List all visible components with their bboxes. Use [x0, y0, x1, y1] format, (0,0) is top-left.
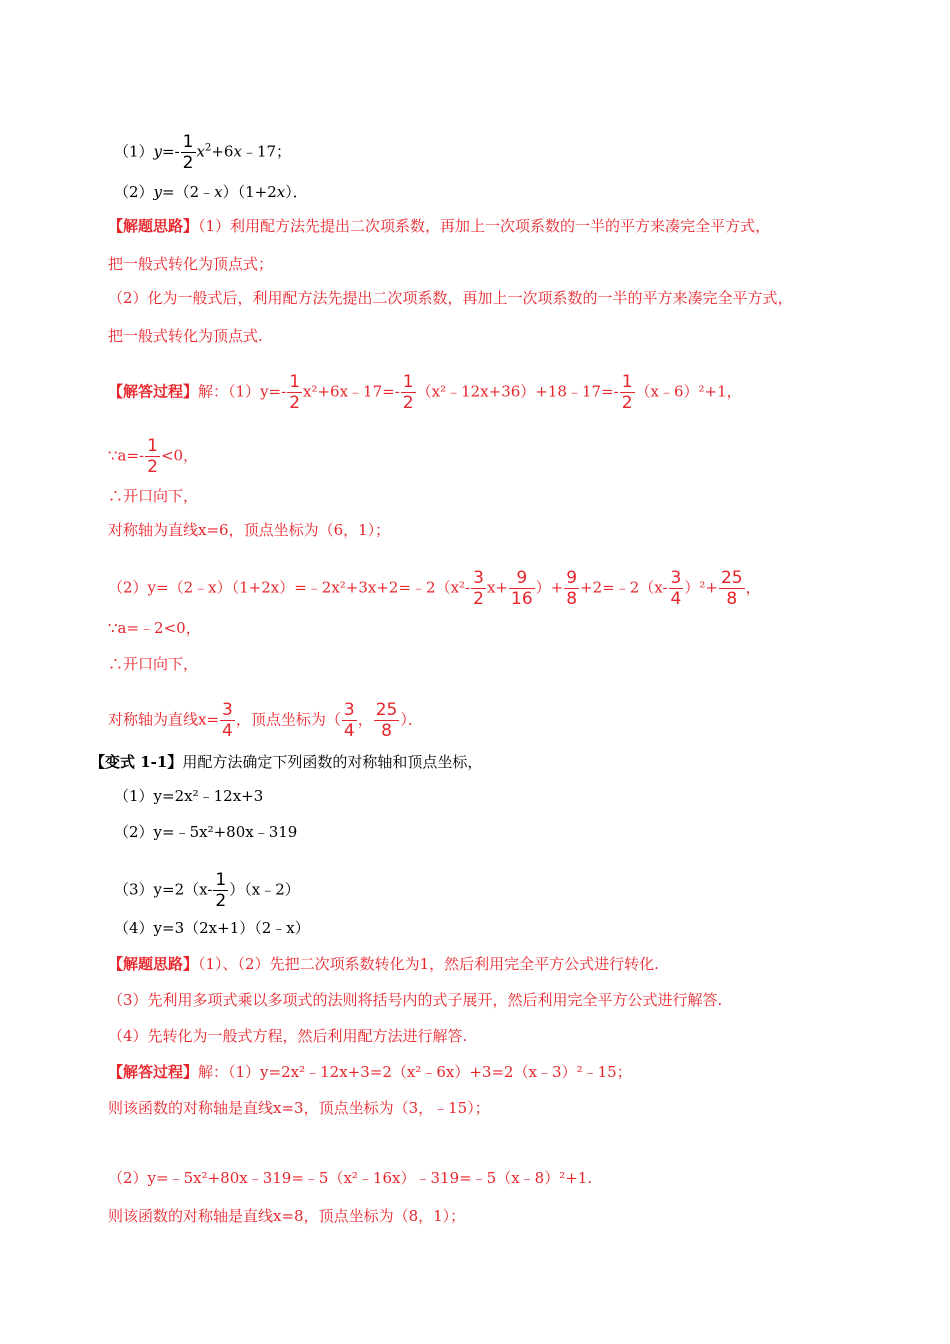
- text: （4）y=3（2x+1）（2﹣x）: [114, 919, 310, 937]
- text: ）（1+2: [222, 183, 277, 201]
- thinking-line-1: [108, 216, 770, 236]
- text: ∵a=-: [108, 446, 145, 465]
- text: 则该函数的对称轴是直线x=8，顶点坐标为（8，1）；: [108, 1207, 466, 1225]
- thinking2-line-1: [108, 954, 659, 974]
- text: 对称轴为直线x=: [108, 710, 220, 729]
- text: +6: [211, 142, 234, 161]
- fraction: [181, 132, 196, 173]
- solution-3-line-1: [108, 1062, 632, 1082]
- den: 4: [670, 589, 682, 609]
- text: ∵a=﹣2<0，: [108, 619, 201, 637]
- num: 1: [215, 870, 227, 890]
- thinking2-line-3: [108, 1026, 467, 1046]
- fraction: [564, 568, 579, 609]
- text: （2）y=﹣5x²+80x﹣319=﹣5（x²﹣16x）﹣319=﹣5（x﹣8）²+1.: [108, 1169, 593, 1187]
- den: 2: [473, 589, 484, 609]
- text: （4）先转化为一般式方程，然后利用配方法进行解答.: [108, 1027, 468, 1045]
- text: （x﹣6）²+1，: [635, 382, 742, 401]
- text: x²+6x﹣17=-: [303, 382, 400, 401]
- den: 8: [566, 589, 578, 609]
- num: 3: [222, 700, 233, 720]
- variant-heading: [90, 752, 482, 772]
- solution-1-open: [108, 486, 198, 506]
- den: 4: [343, 721, 355, 741]
- text: y=-: [260, 382, 287, 401]
- text: ）．: [285, 183, 308, 201]
- fraction: [220, 700, 235, 741]
- num: 9: [566, 568, 578, 588]
- text: （x²﹣12x+36）+18﹣17=-: [416, 382, 619, 401]
- var: x: [233, 142, 242, 161]
- fraction: [669, 568, 684, 609]
- text: 解：（1）y=2x²﹣12x+3=2（x²﹣6x）+3=2（x﹣3）²﹣15；: [198, 1063, 632, 1081]
- label: （2）: [114, 183, 154, 201]
- text: +2=﹣2（x-: [580, 578, 668, 597]
- variant-1: [114, 786, 263, 806]
- text: （2）化为一般式后，利用配方法先提出二次项系数，再加上一次项系数的一半的平方来凑完全平方式，: [108, 289, 793, 307]
- den: 2: [182, 153, 194, 173]
- solution-1-line: [108, 372, 742, 413]
- text: ）²+: [684, 578, 718, 597]
- var: y: [153, 183, 163, 201]
- solution-3-line-2: [108, 1098, 490, 1118]
- label: （1）: [114, 142, 154, 161]
- num: 1: [182, 132, 194, 152]
- solution-2-line: [108, 568, 761, 609]
- text: ）．: [400, 710, 423, 729]
- solution-3-line-4: [108, 1206, 465, 1226]
- variant-2: [114, 822, 297, 842]
- num: 3: [670, 568, 682, 588]
- den: 4: [222, 721, 233, 741]
- thinking2-line-2: [108, 990, 722, 1010]
- den: 2: [289, 393, 301, 413]
- solution-2-open: [108, 654, 198, 674]
- text: 把一般式转化为顶点式；: [108, 255, 274, 273]
- section-head: 【解题思路】: [108, 217, 199, 235]
- text: （2）y=（2﹣x）（1+2x）=﹣2x²+3x+2=﹣2（x²-: [108, 578, 471, 597]
- num: 3: [343, 700, 355, 720]
- fraction: [719, 568, 745, 609]
- var: x: [196, 142, 205, 161]
- text: （1）、（2）先把二次项系数转化为1，然后利用完全平方公式进行转化.: [198, 955, 659, 973]
- den: 2: [621, 393, 633, 413]
- den: 8: [381, 721, 392, 741]
- text: x+: [486, 578, 508, 597]
- text: ，: [745, 578, 761, 597]
- thinking-line-4: [108, 326, 263, 346]
- num: 1: [402, 372, 414, 392]
- text: 把一般式转化为顶点式.: [108, 327, 263, 345]
- thinking-line-2: [108, 254, 273, 274]
- den: 8: [726, 589, 738, 609]
- solution-3-line-3: [108, 1168, 592, 1188]
- var: y: [153, 142, 163, 161]
- fraction: [620, 372, 635, 413]
- text: 对称轴为直线x=6，顶点坐标为（6，1）；: [108, 521, 391, 539]
- fraction: [342, 700, 357, 741]
- text: <0，: [160, 446, 199, 465]
- variant-4: [114, 918, 310, 938]
- text: 用配方法确定下列函数的对称轴和顶点坐标，: [182, 753, 483, 771]
- text: （3）y=2（x-: [114, 880, 213, 899]
- section-head: 【解答过程】: [108, 382, 199, 401]
- num: 25: [720, 568, 743, 588]
- solution-2-a: [108, 618, 201, 638]
- section-head: 【解答过程】: [108, 1063, 199, 1081]
- num: 1: [621, 372, 633, 392]
- thinking-line-3: [108, 288, 793, 308]
- fraction: [509, 568, 535, 609]
- text: （3）先利用多项式乘以多项式的法则将括号内的式子展开，然后利用完全平方公式进行解答.: [108, 991, 723, 1009]
- text: （1）y=2x²﹣12x+3: [114, 787, 264, 805]
- text: （2）y=﹣5x²+80x﹣319: [114, 823, 298, 841]
- text: 则该函数的对称轴是直线x=3，顶点坐标为（3，﹣15）；: [108, 1099, 490, 1117]
- section-head: 【变式 1-1】: [90, 753, 183, 771]
- fraction: [287, 372, 302, 413]
- solution-1-a: [108, 436, 198, 477]
- solution-1-axis: [108, 520, 390, 540]
- text: ，: [357, 710, 373, 729]
- den: 16: [511, 589, 533, 609]
- problem-2: [114, 182, 308, 202]
- text: =-: [162, 142, 180, 161]
- fraction: [471, 568, 486, 609]
- fraction: [401, 372, 416, 413]
- solution-2-axis: [108, 700, 423, 741]
- num: 1: [289, 372, 301, 392]
- den: 2: [147, 457, 158, 477]
- num: 3: [473, 568, 484, 588]
- text: （1）利用配方法先提出二次项系数，再加上一次项系数的一半的平方来凑完全平方式，: [198, 217, 771, 235]
- num: 1: [147, 436, 158, 456]
- section-head: 【解题思路】: [108, 955, 199, 973]
- den: 2: [402, 393, 414, 413]
- var: x: [214, 183, 223, 201]
- num: 9: [509, 568, 535, 589]
- text: ﹣17；: [241, 142, 292, 161]
- var: x: [276, 183, 286, 201]
- num: 25: [375, 700, 398, 720]
- fraction: [374, 700, 400, 741]
- text: 解：（1）: [198, 382, 261, 401]
- problem-1: （1）y=- $\frac{1}{2}$ $x^2+6x﹣17$；: [114, 132, 292, 173]
- text: ）+: [535, 578, 564, 597]
- text: ，顶点坐标为（: [235, 710, 341, 729]
- text: ∴开口向下，: [108, 487, 199, 505]
- fraction: [145, 436, 160, 477]
- variant-3: [114, 870, 300, 911]
- text: =（2﹣: [162, 183, 215, 201]
- den: 2: [215, 891, 227, 911]
- text: ∴开口向下，: [108, 655, 199, 673]
- text: ）（x﹣2）: [229, 880, 300, 899]
- fraction: [213, 870, 228, 911]
